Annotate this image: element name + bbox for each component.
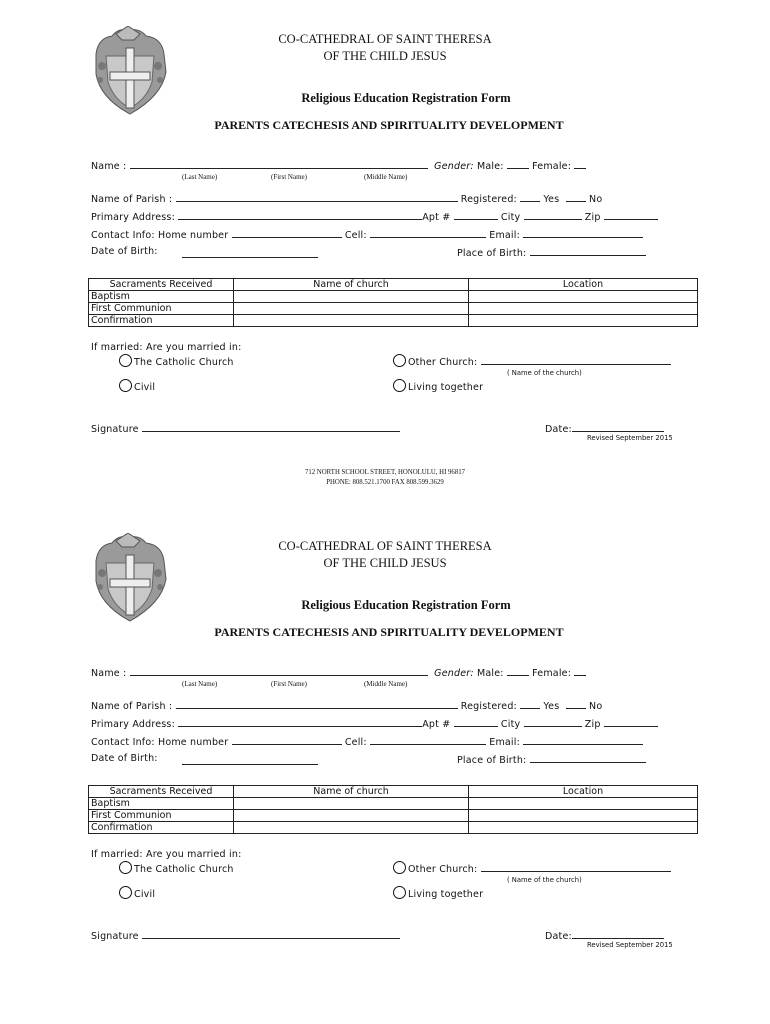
radio-circle-icon[interactable]	[393, 354, 406, 367]
church-name-hint: ( Name of the church)	[507, 369, 582, 377]
dob-label: Date of Birth:	[91, 753, 158, 764]
other-church-input[interactable]	[481, 862, 671, 872]
church-cell[interactable]	[234, 798, 469, 810]
address-input[interactable]	[178, 717, 422, 727]
date-input[interactable]	[572, 422, 664, 432]
revised-note: Revised September 2015	[587, 941, 673, 949]
date-row: Date:	[545, 422, 664, 435]
sacraments-table	[88, 278, 698, 327]
church-address: 712 NORTH SCHOOL STREET, HONOLULU, HI 96817	[304, 469, 466, 476]
table-header: Name of church	[234, 786, 469, 798]
parish-row: Name of Parish : Registered: Yes No	[91, 701, 603, 712]
registered-no-input[interactable]	[566, 192, 586, 202]
sacrament-label: Baptism	[89, 291, 234, 303]
signature-row: Signature	[91, 929, 400, 942]
church-cell[interactable]	[234, 303, 469, 315]
catholic-option[interactable]: The Catholic Church	[119, 354, 234, 368]
form-subtitle: PARENTS CATECHESIS AND SPIRITUALITY DEVELOPMENT	[214, 625, 564, 639]
email-input[interactable]	[523, 228, 643, 238]
date-row: Date:	[545, 929, 664, 942]
form-subtitle: PARENTS CATECHESIS AND SPIRITUALITY DEVELOPMENT	[214, 118, 564, 132]
parish-row: Name of Parish : Registered: Yes No	[91, 194, 603, 205]
church-name-line1: CO-CATHEDRAL OF SAINT THERESA	[278, 539, 492, 553]
first-name-hint: (First Name)	[271, 680, 307, 688]
radio-circle-icon[interactable]	[393, 379, 406, 392]
church-name-line1: CO-CATHEDRAL OF SAINT THERESA	[278, 32, 492, 46]
sacrament-label: Confirmation	[89, 822, 234, 834]
last-name-hint: (Last Name)	[182, 173, 218, 181]
address-row: Primary Address: Apt # City Zip	[91, 717, 658, 730]
dob-input[interactable]	[182, 755, 318, 765]
signature-input[interactable]	[142, 929, 400, 939]
home-number-input[interactable]	[232, 735, 342, 745]
church-name-line2: OF THE CHILD JESUS	[323, 49, 447, 63]
church-cell[interactable]	[234, 315, 469, 327]
apt-input[interactable]	[454, 210, 498, 220]
living-together-option[interactable]: Living together	[393, 379, 483, 393]
civil-option[interactable]: Civil	[119, 886, 155, 900]
civil-option[interactable]: Civil	[119, 379, 155, 393]
city-input[interactable]	[524, 717, 582, 727]
cell-input[interactable]	[370, 228, 486, 238]
female-input[interactable]	[574, 666, 586, 676]
dob-input[interactable]	[182, 248, 318, 258]
church-name-line2: OF THE CHILD JESUS	[323, 556, 447, 570]
pob-input[interactable]	[530, 246, 646, 256]
church-cell[interactable]	[234, 291, 469, 303]
cell-input[interactable]	[370, 735, 486, 745]
radio-circle-icon[interactable]	[119, 861, 132, 874]
name-row: Name : Gender: Male: Female:	[91, 666, 586, 679]
location-cell[interactable]	[469, 291, 698, 303]
registered-yes-input[interactable]	[520, 192, 540, 202]
table-header: Sacraments Received	[89, 786, 234, 798]
radio-circle-icon[interactable]	[393, 886, 406, 899]
location-cell[interactable]	[469, 303, 698, 315]
zip-input[interactable]	[604, 210, 658, 220]
sacrament-label: Confirmation	[89, 315, 234, 327]
other-church-option[interactable]: Other Church:	[393, 354, 671, 368]
radio-circle-icon[interactable]	[119, 379, 132, 392]
dob-label: Date of Birth:	[91, 246, 158, 257]
church-name-hint: ( Name of the church)	[507, 876, 582, 884]
radio-circle-icon[interactable]	[119, 886, 132, 899]
name-input[interactable]	[130, 159, 428, 169]
church-cell[interactable]	[234, 822, 469, 834]
zip-input[interactable]	[604, 717, 658, 727]
married-question: If married: Are you married in:	[91, 342, 242, 353]
middle-name-hint: (Middle Name)	[364, 173, 408, 181]
pob-input[interactable]	[530, 753, 646, 763]
pob-row: Place of Birth:	[457, 753, 646, 766]
signature-row: Signature	[91, 422, 400, 435]
email-input[interactable]	[523, 735, 643, 745]
sacrament-label: Baptism	[89, 798, 234, 810]
last-name-hint: (Last Name)	[182, 680, 218, 688]
signature-input[interactable]	[142, 422, 400, 432]
table-header: Sacraments Received	[89, 279, 234, 291]
address-row: Primary Address: Apt # City Zip	[91, 210, 658, 223]
home-number-input[interactable]	[232, 228, 342, 238]
registered-no-input[interactable]	[566, 699, 586, 709]
table-header: Location	[469, 786, 698, 798]
female-input[interactable]	[574, 159, 586, 169]
sacrament-label: First Communion	[89, 810, 234, 822]
married-question: If married: Are you married in:	[91, 849, 242, 860]
contact-row: Contact Info: Home number Cell: Email:	[91, 735, 643, 748]
name-row: Name : Gender: Male: Female:	[91, 159, 586, 172]
location-cell[interactable]	[469, 315, 698, 327]
church-cell[interactable]	[234, 810, 469, 822]
form-title: Religious Education Registration Form	[301, 598, 511, 612]
location-cell[interactable]	[469, 810, 698, 822]
city-input[interactable]	[524, 210, 582, 220]
male-input[interactable]	[507, 159, 529, 169]
form-title: Religious Education Registration Form	[301, 91, 511, 105]
middle-name-hint: (Middle Name)	[364, 680, 408, 688]
apt-input[interactable]	[454, 717, 498, 727]
parish-input[interactable]	[176, 192, 458, 202]
male-input[interactable]	[507, 666, 529, 676]
name-input[interactable]	[130, 666, 428, 676]
parish-input[interactable]	[176, 699, 458, 709]
living-together-option[interactable]: Living together	[393, 886, 483, 900]
contact-row: Contact Info: Home number Cell: Email:	[91, 228, 643, 241]
table-header: Name of church	[234, 279, 469, 291]
table-header: Location	[469, 279, 698, 291]
address-input[interactable]	[178, 210, 422, 220]
sacraments-table	[88, 785, 698, 834]
other-church-input[interactable]	[481, 355, 671, 365]
first-name-hint: (First Name)	[271, 173, 307, 181]
date-input[interactable]	[572, 929, 664, 939]
registered-yes-input[interactable]	[520, 699, 540, 709]
church-phone: PHONE: 808.521.1700 FAX 808.599.3629	[326, 479, 444, 486]
other-church-option[interactable]: Other Church:	[393, 861, 671, 875]
revised-note: Revised September 2015	[587, 434, 673, 442]
radio-circle-icon[interactable]	[119, 354, 132, 367]
catholic-option[interactable]: The Catholic Church	[119, 861, 234, 875]
radio-circle-icon[interactable]	[393, 861, 406, 874]
location-cell[interactable]	[469, 798, 698, 810]
location-cell[interactable]	[469, 822, 698, 834]
pob-row: Place of Birth:	[457, 246, 646, 259]
sacrament-label: First Communion	[89, 303, 234, 315]
